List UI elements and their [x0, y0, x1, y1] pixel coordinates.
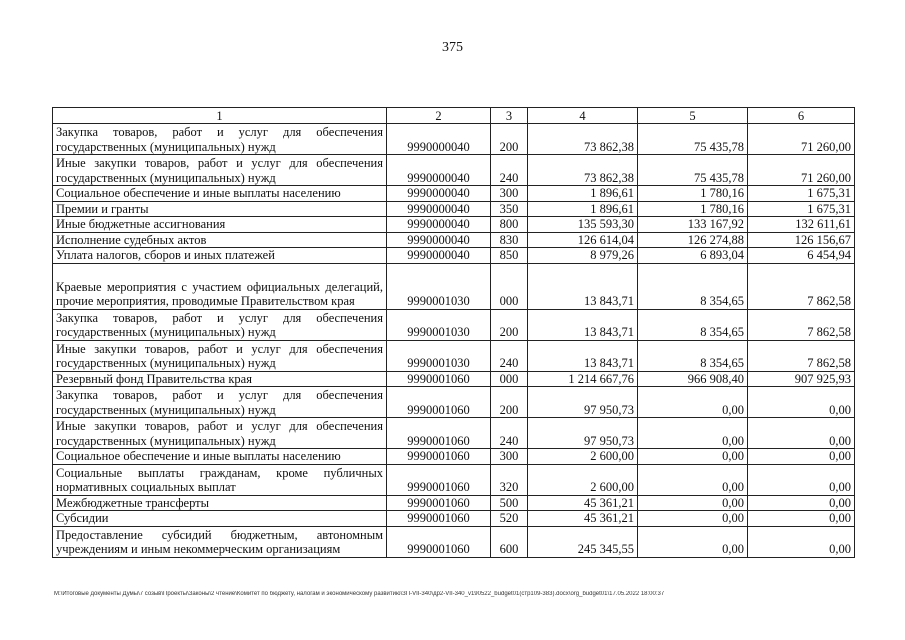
table-row	[53, 418, 855, 449]
row-value-3-cell: 132 611,61	[748, 217, 855, 233]
row-code-cell: 9990000040	[387, 217, 491, 233]
row-name-cell: Социальные выплаты гражданам, кроме публичных нормативных социальных выплат	[53, 464, 387, 495]
column-header-4: 4	[528, 108, 638, 124]
table-row	[53, 371, 855, 387]
row-name-cell: Уплата налогов, сборов и иных платежей	[53, 248, 387, 264]
row-value-1-cell: 2 600,00	[528, 464, 638, 495]
row-value-2-cell: 8 354,65	[638, 263, 748, 309]
row-kind-cell: 320	[491, 464, 528, 495]
row-kind-cell: 200	[491, 387, 528, 418]
table-row	[53, 464, 855, 495]
row-value-2-cell: 1 780,16	[638, 186, 748, 202]
row-code-cell: 9990001060	[387, 526, 491, 557]
row-name-cell: Закупка товаров, работ и услуг для обеспечения государственных (муниципальных) нужд	[53, 124, 387, 155]
row-value-1-cell: 97 950,73	[528, 418, 638, 449]
row-code-cell: 9990001030	[387, 263, 491, 309]
row-value-3-cell: 7 862,58	[748, 263, 855, 309]
column-header-3: 3	[491, 108, 528, 124]
column-header-5: 5	[638, 108, 748, 124]
table-row	[53, 232, 855, 248]
row-kind-cell: 200	[491, 124, 528, 155]
row-code-cell: 9990001030	[387, 340, 491, 371]
row-code-cell: 9990000040	[387, 248, 491, 264]
table-row	[53, 155, 855, 186]
row-code-cell: 9990001060	[387, 371, 491, 387]
table-row	[53, 186, 855, 202]
row-value-3-cell: 0,00	[748, 526, 855, 557]
row-kind-cell: 600	[491, 526, 528, 557]
row-value-2-cell: 75 435,78	[638, 124, 748, 155]
row-kind-cell: 850	[491, 248, 528, 264]
row-name-cell: Иные закупки товаров, работ и услуг для обеспечения государственных (муниципальных) нужд	[53, 418, 387, 449]
row-value-2-cell: 133 167,92	[638, 217, 748, 233]
row-code-cell: 9990001060	[387, 449, 491, 465]
row-value-3-cell: 1 675,31	[748, 186, 855, 202]
row-name-cell: Социальное обеспечение и иные выплаты населению	[53, 449, 387, 465]
budget-table	[52, 107, 855, 558]
row-name-cell: Субсидии	[53, 511, 387, 527]
row-value-2-cell: 0,00	[638, 495, 748, 511]
row-value-1-cell: 1 896,61	[528, 186, 638, 202]
row-name-cell: Исполнение судебных актов	[53, 232, 387, 248]
row-value-2-cell: 966 908,40	[638, 371, 748, 387]
page-number: 375	[442, 40, 463, 55]
row-value-3-cell: 0,00	[748, 449, 855, 465]
row-code-cell: 9990001060	[387, 464, 491, 495]
row-value-1-cell: 126 614,04	[528, 232, 638, 248]
column-header-2: 2	[387, 108, 491, 124]
row-kind-cell: 830	[491, 232, 528, 248]
row-name-cell: Закупка товаров, работ и услуг для обеспечения государственных (муниципальных) нужд	[53, 309, 387, 340]
row-kind-cell: 350	[491, 201, 528, 217]
row-value-3-cell: 6 454,94	[748, 248, 855, 264]
row-value-1-cell: 8 979,26	[528, 248, 638, 264]
table-row	[53, 449, 855, 465]
row-kind-cell: 240	[491, 418, 528, 449]
row-kind-cell: 800	[491, 217, 528, 233]
row-value-1-cell: 97 950,73	[528, 387, 638, 418]
row-kind-cell: 200	[491, 309, 528, 340]
row-value-2-cell: 1 780,16	[638, 201, 748, 217]
row-code-cell: 9990001060	[387, 387, 491, 418]
row-code-cell: 9990001030	[387, 309, 491, 340]
row-value-1-cell: 1 214 667,76	[528, 371, 638, 387]
row-value-3-cell: 0,00	[748, 418, 855, 449]
row-name-cell: Краевые мероприятия с участием официальных делегаций, прочие мероприятия, проводимые Правительством края	[53, 263, 387, 309]
row-value-1-cell: 13 843,71	[528, 340, 638, 371]
table-header-row	[53, 108, 855, 124]
table-row	[53, 217, 855, 233]
table-row	[53, 248, 855, 264]
row-value-3-cell: 71 260,00	[748, 155, 855, 186]
row-kind-cell: 000	[491, 263, 528, 309]
row-value-2-cell: 8 354,65	[638, 309, 748, 340]
row-value-3-cell: 0,00	[748, 464, 855, 495]
row-value-3-cell: 71 260,00	[748, 124, 855, 155]
row-value-2-cell: 8 354,65	[638, 340, 748, 371]
row-value-3-cell: 907 925,93	[748, 371, 855, 387]
row-kind-cell: 300	[491, 186, 528, 202]
document-footer-path: М:\Итоговые документы Думы\7 созыв\Проекты\Законы\2 чтение\Комитет по бюджету, налогам и экономическому развитию\ЗП-VII-340\др2-VII-340_v190522_budget01(стр109-383).docx\org_budget01\17.05.2022 18:00:37	[54, 591, 665, 597]
table-row	[53, 495, 855, 511]
row-value-3-cell: 126 156,67	[748, 232, 855, 248]
row-name-cell: Премии и гранты	[53, 201, 387, 217]
row-code-cell: 9990001060	[387, 418, 491, 449]
row-code-cell: 9990000040	[387, 201, 491, 217]
row-value-1-cell: 73 862,38	[528, 155, 638, 186]
row-name-cell: Социальное обеспечение и иные выплаты населению	[53, 186, 387, 202]
table-body	[53, 124, 855, 558]
table-row	[53, 124, 855, 155]
row-value-2-cell: 6 893,04	[638, 248, 748, 264]
row-value-3-cell: 0,00	[748, 495, 855, 511]
row-code-cell: 9990000040	[387, 155, 491, 186]
row-value-2-cell: 75 435,78	[638, 155, 748, 186]
row-value-1-cell: 45 361,21	[528, 495, 638, 511]
table-row	[53, 387, 855, 418]
table-row	[53, 340, 855, 371]
row-kind-cell: 000	[491, 371, 528, 387]
row-code-cell: 9990000040	[387, 124, 491, 155]
row-name-cell: Предоставление субсидий бюджетным, автономным учреждениям и иным некоммерческим организациям	[53, 526, 387, 557]
row-value-3-cell: 1 675,31	[748, 201, 855, 217]
table-row	[53, 309, 855, 340]
column-header-1: 1	[53, 108, 387, 124]
row-name-cell: Резервный фонд Правительства края	[53, 371, 387, 387]
row-kind-cell: 300	[491, 449, 528, 465]
row-name-cell: Иные закупки товаров, работ и услуг для обеспечения государственных (муниципальных) нужд	[53, 155, 387, 186]
row-value-2-cell: 0,00	[638, 418, 748, 449]
table-row	[53, 511, 855, 527]
table-row	[53, 526, 855, 557]
row-value-3-cell: 0,00	[748, 511, 855, 527]
table-row	[53, 201, 855, 217]
row-name-cell: Закупка товаров, работ и услуг для обеспечения государственных (муниципальных) нужд	[53, 387, 387, 418]
row-code-cell: 9990001060	[387, 495, 491, 511]
row-value-1-cell: 2 600,00	[528, 449, 638, 465]
row-value-3-cell: 7 862,58	[748, 340, 855, 371]
row-value-1-cell: 135 593,30	[528, 217, 638, 233]
row-code-cell: 9990000040	[387, 186, 491, 202]
row-kind-cell: 240	[491, 340, 528, 371]
row-value-2-cell: 0,00	[638, 387, 748, 418]
row-value-2-cell: 0,00	[638, 464, 748, 495]
row-kind-cell: 240	[491, 155, 528, 186]
row-kind-cell: 520	[491, 511, 528, 527]
row-name-cell: Иные закупки товаров, работ и услуг для обеспечения государственных (муниципальных) нужд	[53, 340, 387, 371]
row-value-1-cell: 73 862,38	[528, 124, 638, 155]
row-code-cell: 9990001060	[387, 511, 491, 527]
table-row	[53, 263, 855, 309]
row-value-3-cell: 7 862,58	[748, 309, 855, 340]
row-name-cell: Иные бюджетные ассигнования	[53, 217, 387, 233]
row-value-3-cell: 0,00	[748, 387, 855, 418]
row-value-2-cell: 126 274,88	[638, 232, 748, 248]
row-value-1-cell: 45 361,21	[528, 511, 638, 527]
row-value-2-cell: 0,00	[638, 526, 748, 557]
row-value-1-cell: 13 843,71	[528, 309, 638, 340]
row-name-cell: Межбюджетные трансферты	[53, 495, 387, 511]
row-code-cell: 9990000040	[387, 232, 491, 248]
row-value-1-cell: 1 896,61	[528, 201, 638, 217]
row-value-2-cell: 0,00	[638, 511, 748, 527]
row-value-2-cell: 0,00	[638, 449, 748, 465]
row-value-1-cell: 245 345,55	[528, 526, 638, 557]
row-value-1-cell: 13 843,71	[528, 263, 638, 309]
row-kind-cell: 500	[491, 495, 528, 511]
column-header-6: 6	[748, 108, 855, 124]
